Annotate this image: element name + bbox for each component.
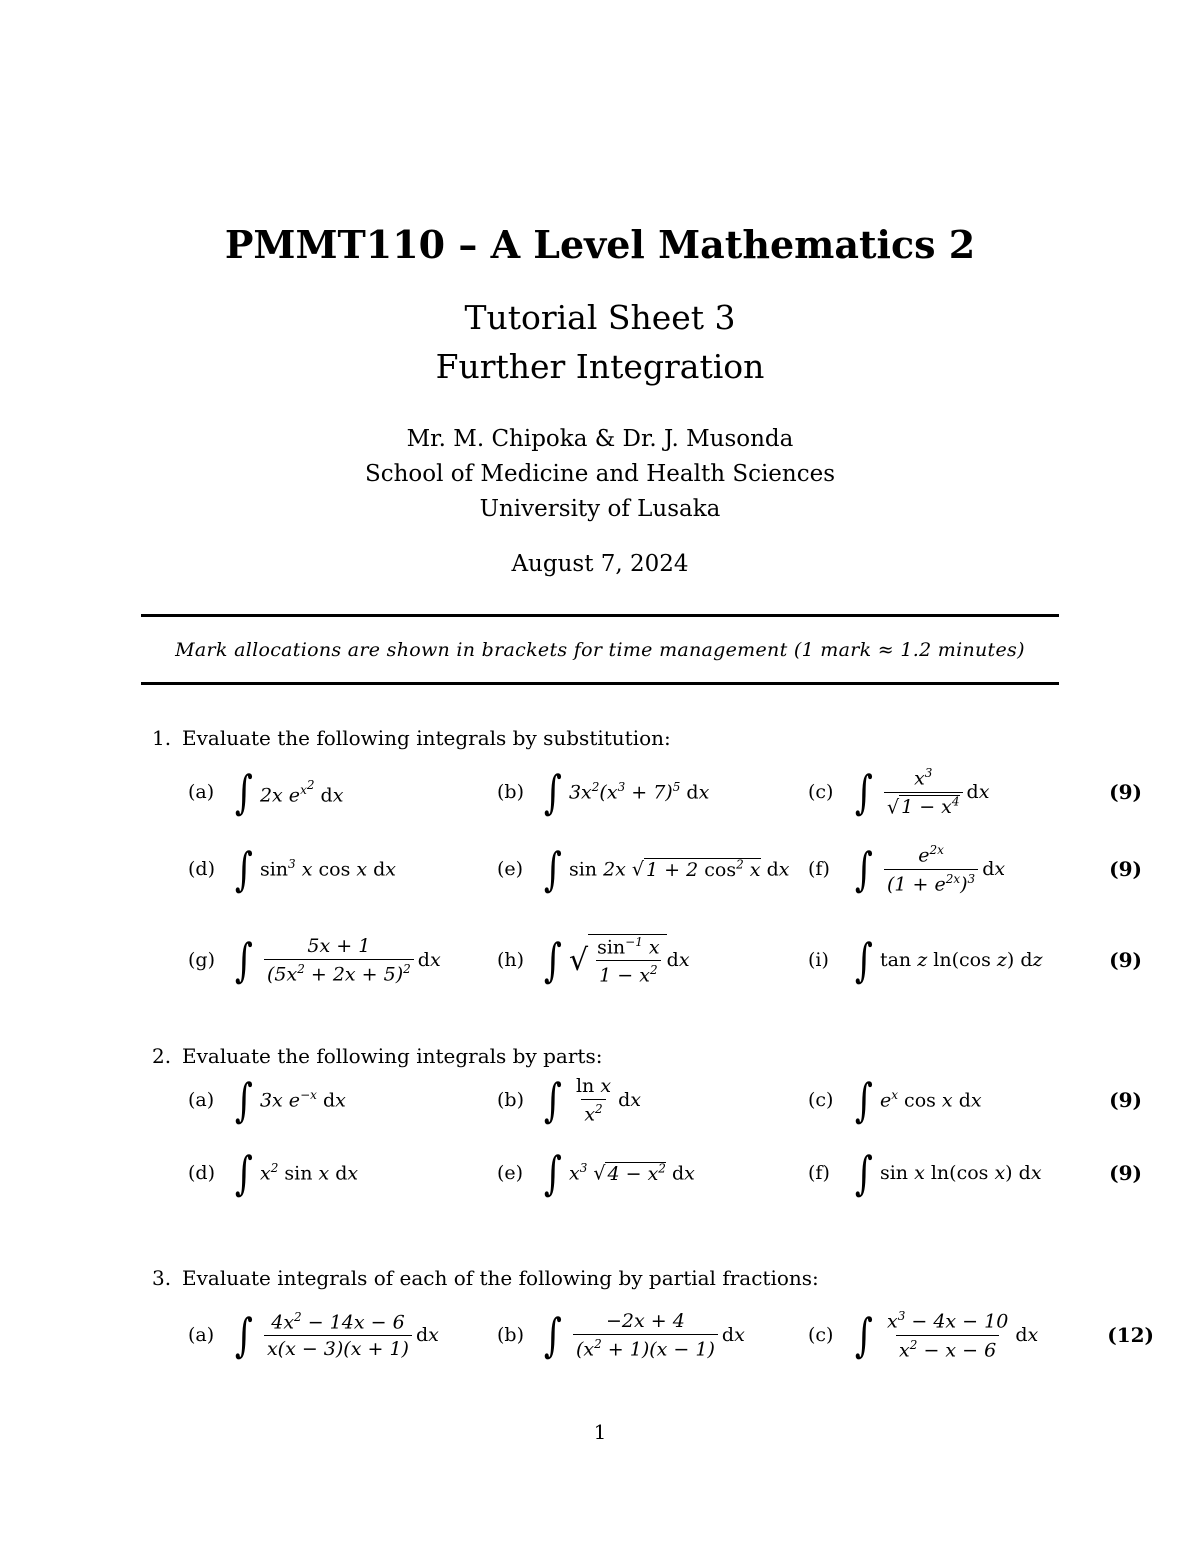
- q2-part-a: (a) ∫ 3x $e^{-x}$ dx: [188, 1073, 346, 1127]
- q1-part-i: (i) ∫ tan z ln(cos z) dz: [808, 933, 1043, 987]
- q1-part-f: (f) ∫ $\frac{e^{2x}}{(1 + e^{2x})^3}$ dx: [808, 842, 1006, 896]
- page-number: 1: [593, 1420, 607, 1444]
- q3-row1-marks: (12): [1107, 1323, 1154, 1347]
- q2-part-b: (b) ∫ $\frac{\text{ln x}}{x^2}$ dx: [497, 1073, 641, 1127]
- q3-part-c: (c) ∫ $\frac{x^3 - 4x - 10}{x^2 - x - 6}$ dx: [808, 1308, 1039, 1362]
- q2-part-e: (e) ∫ $x^3$ √ $4 - x^2$ dx: [497, 1146, 695, 1200]
- q1-part-e: (e) ∫ sin 2x √ 1 + 2 $\cos^2 x$ dx: [497, 842, 790, 896]
- q2-row2-marks: (9): [1109, 1161, 1142, 1185]
- q1-part-h: (h) ∫ √ $\frac{\sin^{-1} x}{1 - x^2}$ dx: [497, 933, 690, 987]
- sheet-topic: Further Integration: [435, 347, 765, 386]
- q2-part-d: (d) ∫ $x^2$ sin x dx: [188, 1146, 359, 1200]
- divider-top: [141, 614, 1059, 617]
- q1-part-d: (d) ∫ $\sin^3 x$ cos x dx: [188, 842, 397, 896]
- question-2-text: Evaluate the following integrals by parts:: [182, 1044, 603, 1068]
- question-3-text: Evaluate integrals of each of the following by partial fractions:: [182, 1266, 819, 1290]
- q1-part-c: (c) ∫ $\frac{x^3}{√ 1 - x^4}$ dx: [808, 765, 990, 819]
- q1-row3-marks: (9): [1109, 948, 1142, 972]
- q1-part-b: (b) ∫ $3x^2(x^3 + 7)^5$ dx: [497, 765, 710, 819]
- university: University of Lusaka: [479, 496, 721, 522]
- q2-part-f: (f) ∫ sin x ln(cos x) dx: [808, 1146, 1042, 1200]
- question-3-number: 3.: [152, 1266, 172, 1290]
- q3-part-b: (b) ∫ $\frac{-2x + 4}{(x^2 + 1)(x - 1)}$ dx: [497, 1308, 745, 1362]
- q1-row2-marks: (9): [1109, 857, 1142, 881]
- mark-allocation-note: Mark allocations are shown in brackets for time management (1 mark ≈ 1.2 minutes): [175, 639, 1025, 661]
- question-1-number: 1.: [152, 726, 172, 750]
- document-title: PMMT110 – A Level Mathematics 2: [224, 222, 976, 267]
- q1-part-a: (a) ∫ 2x $e^{x^2}$ dx: [188, 765, 344, 819]
- question-3: [152, 1266, 819, 1290]
- question-1: [152, 726, 671, 750]
- question-2-number: 2.: [152, 1044, 172, 1068]
- q1-part-g: (g) ∫ $\frac{5x + 1}{(5x^2 + 2x + 5)^2}$ dx: [188, 933, 441, 987]
- q3-part-a: (a) ∫ $\frac{4x^2 - 14x - 6}{x(x - 3)(x + 1)}$ dx: [188, 1308, 439, 1362]
- divider-bottom: [141, 682, 1059, 685]
- question-1-text: Evaluate the following integrals by substitution:: [182, 726, 671, 750]
- school: School of Medicine and Health Sciences: [364, 461, 836, 487]
- q2-part-c: (c) ∫ $e^x$ cos x dx: [808, 1073, 982, 1127]
- date: August 7, 2024: [511, 551, 689, 577]
- q1-row1-marks: (9): [1109, 780, 1142, 804]
- sheet-number: Tutorial Sheet 3: [464, 298, 736, 337]
- authors: Mr. M. Chipoka & Dr. J. Musonda: [406, 426, 794, 452]
- q2-row1-marks: (9): [1109, 1088, 1142, 1112]
